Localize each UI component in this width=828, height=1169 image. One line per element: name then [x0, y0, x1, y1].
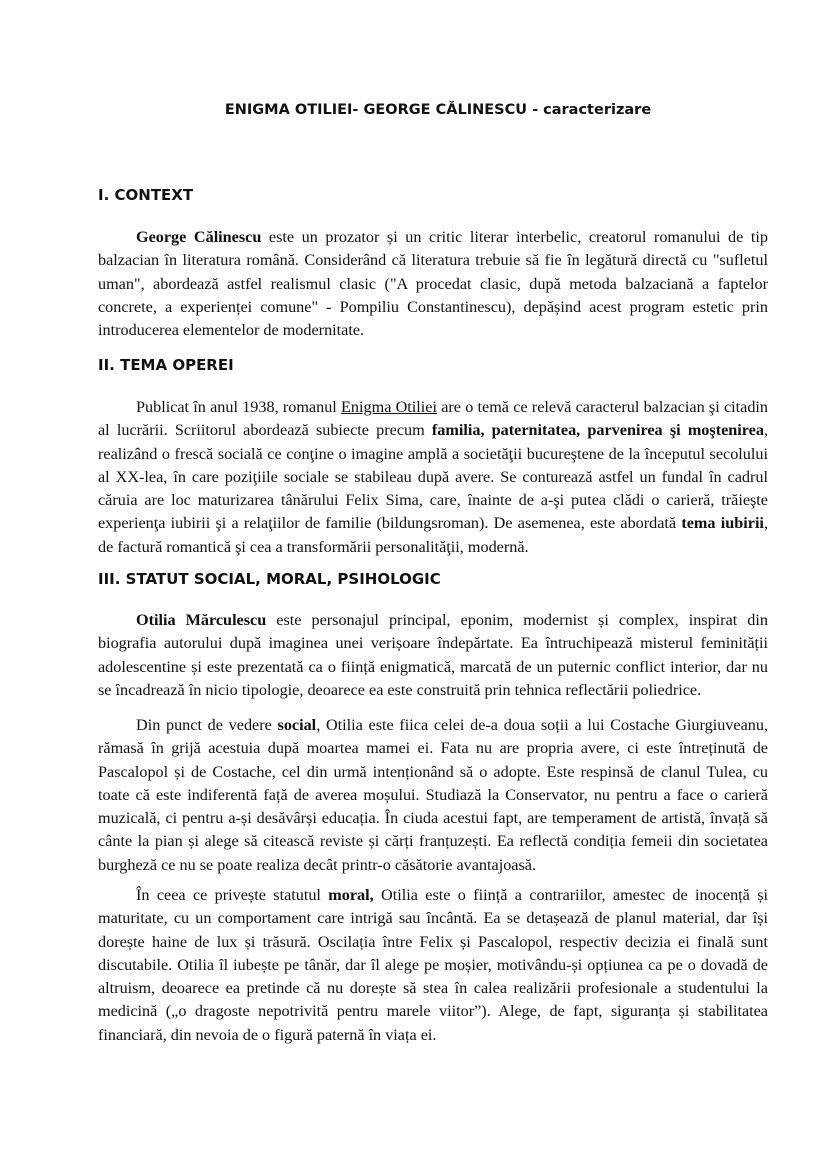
bold-lead: Otilia Mărculescu [136, 611, 267, 629]
work-title-underlined: Enigma Otiliei [341, 398, 437, 416]
paragraph-text: are o temă ce relevă caracterul balzacian şi citadin al lucrării. Scriitorul abordează subiecte precum [98, 398, 769, 440]
paragraph-text: Otilia este o ființă a contrariilor, amestec de inocență și maturitate, cu un comportament care intrigă sau încântă. Ea se detașează de planul material, dar își dorește haine de lux și trăsură. Oscilația între Felix și Pascalopol, respectiv decizia ei finală sunt discutabile. Otilia îl iubește pe tânăr, dar îl alege pe moșier, motivându-și opțiunea ca pe o dovadă de altruism, deoarece ea pretinde că nu dorește să stea în calea realizării profesionale a studentului la medicină („o dragoste nepotrivită pentru marele viitor”). Alege, de fapt, siguranța și stabilitatea financiară, din nevoia de o figură paternă în viața ei. [98, 886, 769, 1044]
paragraph-text: În ceea ce privește statutul [136, 886, 329, 904]
bold-moral: moral, [328, 886, 374, 904]
section-heading-tema: II. TEMA OPEREI [98, 356, 234, 374]
paragraph-text: este un prozator și un critic literar interbelic, creatorul romanului de tip balzacian în literatura română. Considerând că literatura trebuie să fie în legătură directă cu "sufletul uman", abordează astfel realismul clasic ("A procedat clasic, după metoda balzaciană a faptelor concrete, a experienței comune" - Pompiliu Constantinescu), depășind acest program estetic prin introducerea elementelor de modernitate. [98, 228, 768, 340]
section-heading-statut: III. STATUT SOCIAL, MORAL, PSIHOLOGIC [98, 570, 441, 588]
paragraph-text: , de factură romantică şi cea a transformării personalităţii, modernă. [98, 514, 768, 556]
bold-themes: familia, paternitatea, parvenirea şi moştenirea [431, 421, 764, 440]
paragraph-text: Din punct de vedere [136, 716, 278, 734]
paragraph-context [98, 226, 768, 342]
bold-lead: George Călinescu [136, 228, 262, 246]
paragraph-text: este personajul principal, eponim, modernist și complex, inspirat din biografia autorului după imaginea unei verișoare îndepărtate. Ea întruchipează misterul feminității adolescentine și este prezentată ca o ființă enigmatică, marcată de un puternic conflict interior, dar nu se încadrează în nicio tipologie, deoarece ea este construită prin tehnica reflectării poliedrice. [98, 611, 768, 699]
paragraph-social [98, 714, 768, 877]
bold-tema-iubirii: tema iubirii [681, 514, 764, 533]
paragraph-otilia-intro [98, 609, 768, 702]
paragraph-text: Publicat în anul 1938, romanul [136, 398, 342, 416]
paragraph-text: , Otilia este fiica celei de-a doua soții a lui Costache Giurgiuveanu, rămasă în grijă acestuia după moartea mamei ei. Fata nu are propria avere, ci este întreținută de Pascalopol și de Costache, cel din urmă intenționând să o adopte. Este respinsă de clanul Tulea, cu toate că este indiferentă față de averea moșului. Studiază la Conservator, nu pentru a face o carieră muzicală, ci pentru a-și desăvârși educația. În ciuda acestui fapt, are temperament de artistă, învață să cânte la pian și alege să citească reviste și cărți franțuzești. Ea reflectă condiția femeii din societatea burgheză ce nu se poate realiza decât printr-o căsătorie avantajoasă. [98, 716, 768, 874]
paragraph-text: , realizând o frescă socială ce conţine o imagine amplă a societăţii bucureştene de la începutul secolului al XX-lea, în care poziţiile sociale se stabileau după avere. Se conturează astfel un fundal în cadrul căruia are loc maturizarea tânărului Felix Sima, care, înainte de a-şi putea clădi o carieră, trăieşte experienţa iubirii şi a relaţiilor de familie (bildungsroman). De asemenea, este abordată [98, 421, 768, 533]
document-title: ENIGMA OTILIEI- GEORGE CĂLINESCU - caracterizare [224, 102, 652, 118]
section-heading-context: I. CONTEXT [98, 186, 194, 204]
bold-social: social [277, 716, 317, 734]
paragraph-tema [98, 396, 768, 559]
paragraph-moral [98, 884, 768, 1047]
